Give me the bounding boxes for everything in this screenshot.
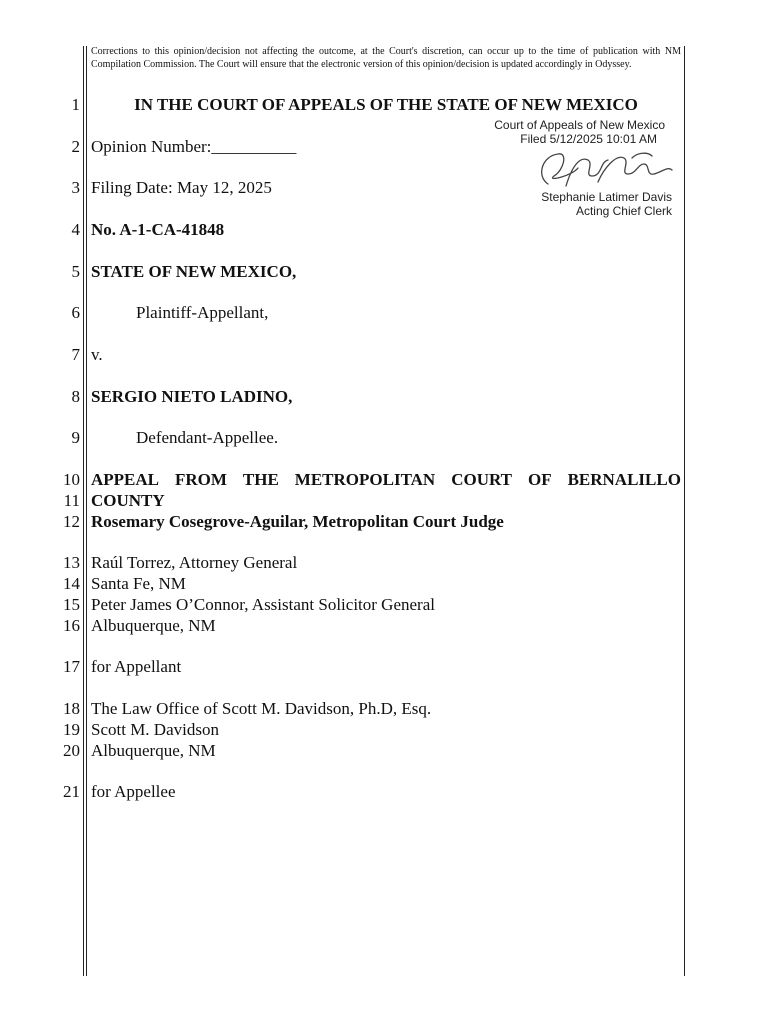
opinion-number: Opinion Number:__________ [91,137,297,156]
line-number: 16 [63,616,80,635]
line-number: 11 [63,491,80,510]
appeal-word: APPEAL [91,470,159,489]
counsel-line: Raúl Torrez, Attorney General [91,553,298,572]
line-number: 14 [63,574,80,593]
line-number: 8 [71,387,80,406]
line-number: 1 [71,95,80,114]
clerk-signature [528,146,678,194]
court-title: IN THE COURT OF APPEALS OF THE STATE OF NEW MEXICO [134,95,638,114]
line-number: 21 [63,782,80,801]
appeal-word: METROPOLITAN [294,470,436,489]
plaintiff-name: STATE OF NEW MEXICO, [91,262,297,281]
line-number: 3 [71,178,80,197]
appeal-word: BERNALILLO [567,470,681,489]
line-number: 7 [71,345,80,364]
appeal-word: THE [242,470,279,489]
counsel-line: Albuquerque, NM [91,616,216,635]
line-number: 13 [63,553,80,572]
line-number: 9 [71,428,80,447]
case-number: No. A-1-CA-41848 [91,220,225,239]
counsel-line: Scott M. Davidson [91,720,219,739]
clerk-name: Stephanie Latimer Davis [541,190,672,204]
clerk-title: Acting Chief Clerk [575,204,672,218]
appeal-word: COURT [451,470,512,489]
line-number: 19 [63,720,80,739]
correction-notice: Corrections to this opinion/decision not affecting the outcome, at the Court's discretion, can occur up to the time of publication with NM Compilation Commission. The Court will ensure that the electronic version of this opinion/decision is updated accordingly in Odyssey. [91,46,681,70]
plaintiff-role: Plaintiff-Appellant, [136,303,269,322]
stamp-filed: Filed 5/12/2025 10:01 AM [520,132,657,146]
for-appellee: for Appellee [91,782,176,801]
stamp-court: Court of Appeals of New Mexico [494,118,665,132]
line-number: 15 [63,595,80,614]
counsel-line: Albuquerque, NM [91,741,216,760]
for-appellant: for Appellant [91,657,182,676]
defendant-name: SERGIO NIETO LADINO, [91,387,293,406]
line-number: 4 [71,220,80,239]
appeal-heading-line1 [91,469,681,490]
line-number: 18 [63,699,80,718]
line-number: 5 [71,262,80,281]
clerk-block [480,190,672,218]
counsel-line: Peter James O’Connor, Assistant Solicitor General [91,595,435,614]
filing-date: Filing Date: May 12, 2025 [91,178,272,197]
line-number: 17 [63,657,80,676]
right-margin-rule [684,46,685,976]
line-number: 10 [63,470,80,489]
line-number: 2 [71,137,80,156]
counsel-line: The Law Office of Scott M. Davidson, Ph.D, Esq. [91,699,432,718]
trial-judge: Rosemary Cosegrove-Aguilar, Metropolitan Court Judge [91,512,504,531]
left-margin-rule-inner [86,46,87,976]
line-number: 12 [63,512,80,531]
line-number: 6 [71,303,80,322]
counsel-line: Santa Fe, NM [91,574,186,593]
versus: v. [91,345,103,364]
appeal-word: OF [527,470,552,489]
left-margin-rule [83,46,84,976]
filing-stamp [460,118,665,146]
appeal-word: FROM [174,470,227,489]
line-number: 20 [63,741,80,760]
appeal-heading-line2: COUNTY [91,491,165,510]
defendant-role: Defendant-Appellee. [136,428,279,447]
